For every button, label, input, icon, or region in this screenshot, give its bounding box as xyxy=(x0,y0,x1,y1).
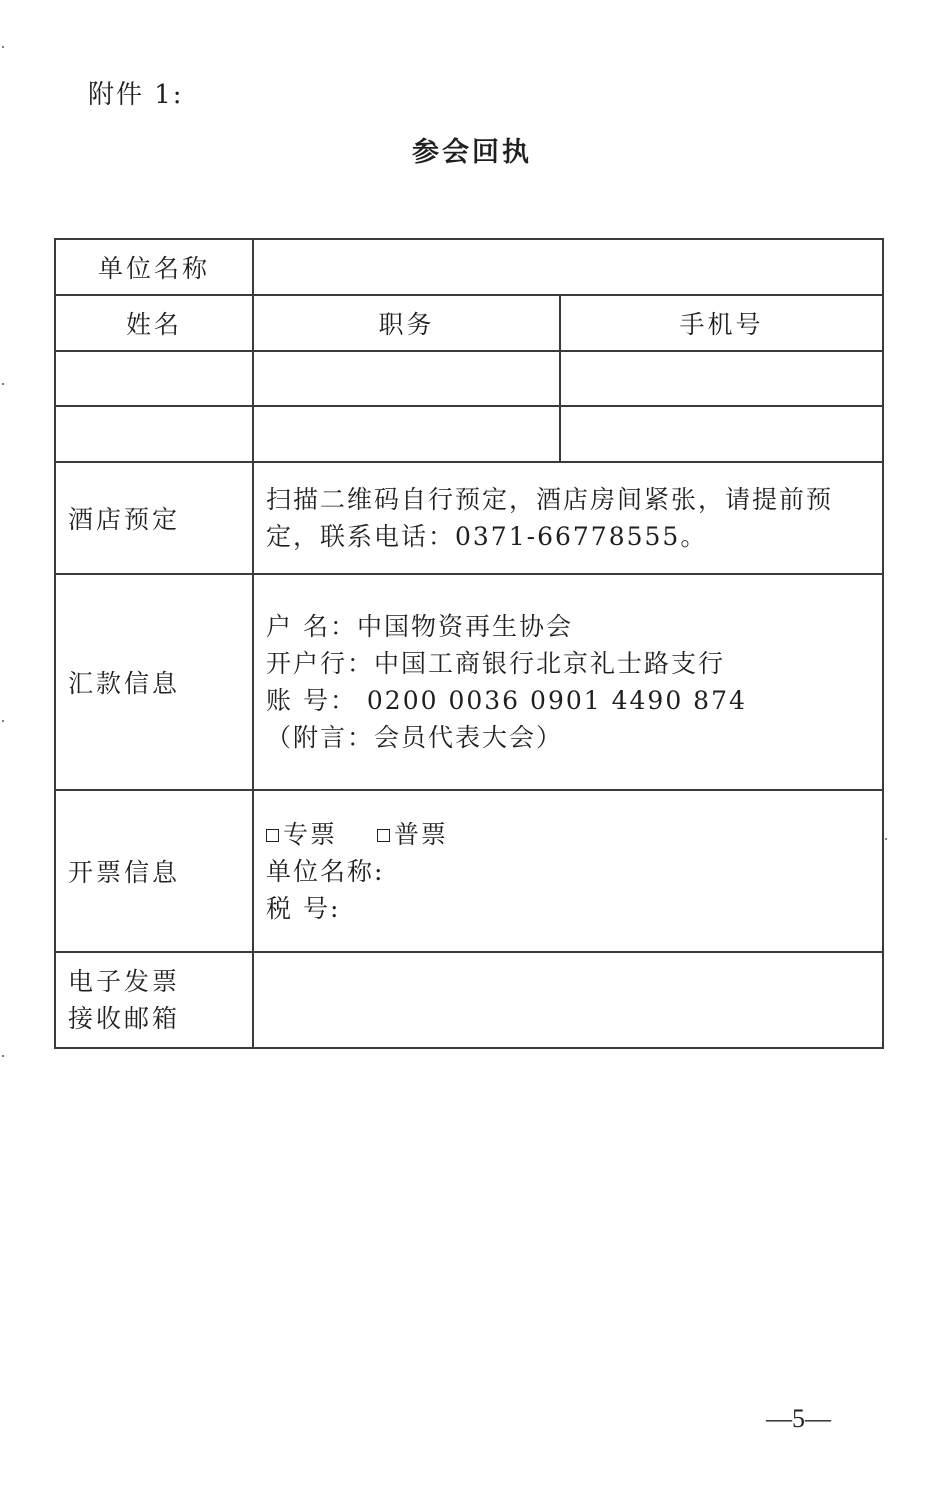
special-invoice-label: 专票 xyxy=(283,819,338,849)
document-title: 参会回执 xyxy=(412,137,532,168)
account-number: 账 号： 0200 0036 0901 4490 874 xyxy=(266,686,747,715)
scan-speck xyxy=(2,720,4,722)
hotel-label: 酒店预定 xyxy=(55,462,253,574)
column-header-position: 职务 xyxy=(253,295,560,351)
email-row xyxy=(55,952,883,1048)
scan-speck xyxy=(2,383,4,385)
attendee-position-field[interactable] xyxy=(253,406,560,462)
attendee-name-field[interactable] xyxy=(55,406,253,462)
unit-name-row xyxy=(55,239,883,295)
email-label xyxy=(55,952,253,1048)
email-label-line: 接收邮箱 xyxy=(68,1004,181,1033)
attendee-row xyxy=(55,406,883,462)
email-label-line: 电子发票 xyxy=(68,967,181,996)
attendee-name-field[interactable] xyxy=(55,351,253,406)
account-name: 户 名：中国物资再生协会 xyxy=(266,612,573,641)
invoice-row xyxy=(55,790,883,952)
invoice-info xyxy=(253,790,883,952)
scan-speck xyxy=(2,1055,4,1057)
special-invoice-checkbox[interactable] xyxy=(266,829,279,842)
column-header-phone: 手机号 xyxy=(560,295,883,351)
hotel-info-line: 定，联系电话：0371-66778555。 xyxy=(266,522,708,551)
registration-form-table xyxy=(54,238,884,1049)
attendee-phone-field[interactable] xyxy=(560,351,883,406)
remittance-row xyxy=(55,574,883,790)
invoice-unit-name: 单位名称: xyxy=(266,856,385,886)
unit-name-label: 单位名称 xyxy=(55,239,253,295)
attendee-header-row xyxy=(55,295,883,351)
remittance-label: 汇款信息 xyxy=(55,574,253,790)
remittance-note: （附言：会员代表大会） xyxy=(266,723,564,752)
hotel-info xyxy=(253,462,883,574)
bank-name: 开户行：中国工商银行北京礼士路支行 xyxy=(266,649,726,678)
attendee-row xyxy=(55,351,883,406)
email-field[interactable] xyxy=(253,952,883,1048)
invoice-type-options xyxy=(266,816,872,853)
page-number: —5— xyxy=(766,1404,831,1433)
general-invoice-checkbox[interactable] xyxy=(377,829,390,842)
attachment-label: 附件 1: xyxy=(88,80,184,110)
general-invoice-label: 普票 xyxy=(393,819,448,849)
attendee-position-field[interactable] xyxy=(253,351,560,406)
scan-speck xyxy=(885,838,887,840)
hotel-row xyxy=(55,462,883,574)
unit-name-field[interactable] xyxy=(253,239,883,295)
hotel-info-line: 扫描二维码自行预定，酒店房间紧张，请提前预 xyxy=(266,485,834,514)
invoice-tax-number: 税 号: xyxy=(266,893,341,923)
attendee-phone-field[interactable] xyxy=(560,406,883,462)
remittance-info xyxy=(253,574,883,790)
invoice-label: 开票信息 xyxy=(55,790,253,952)
column-header-name: 姓名 xyxy=(55,295,253,351)
scan-speck xyxy=(2,46,4,48)
